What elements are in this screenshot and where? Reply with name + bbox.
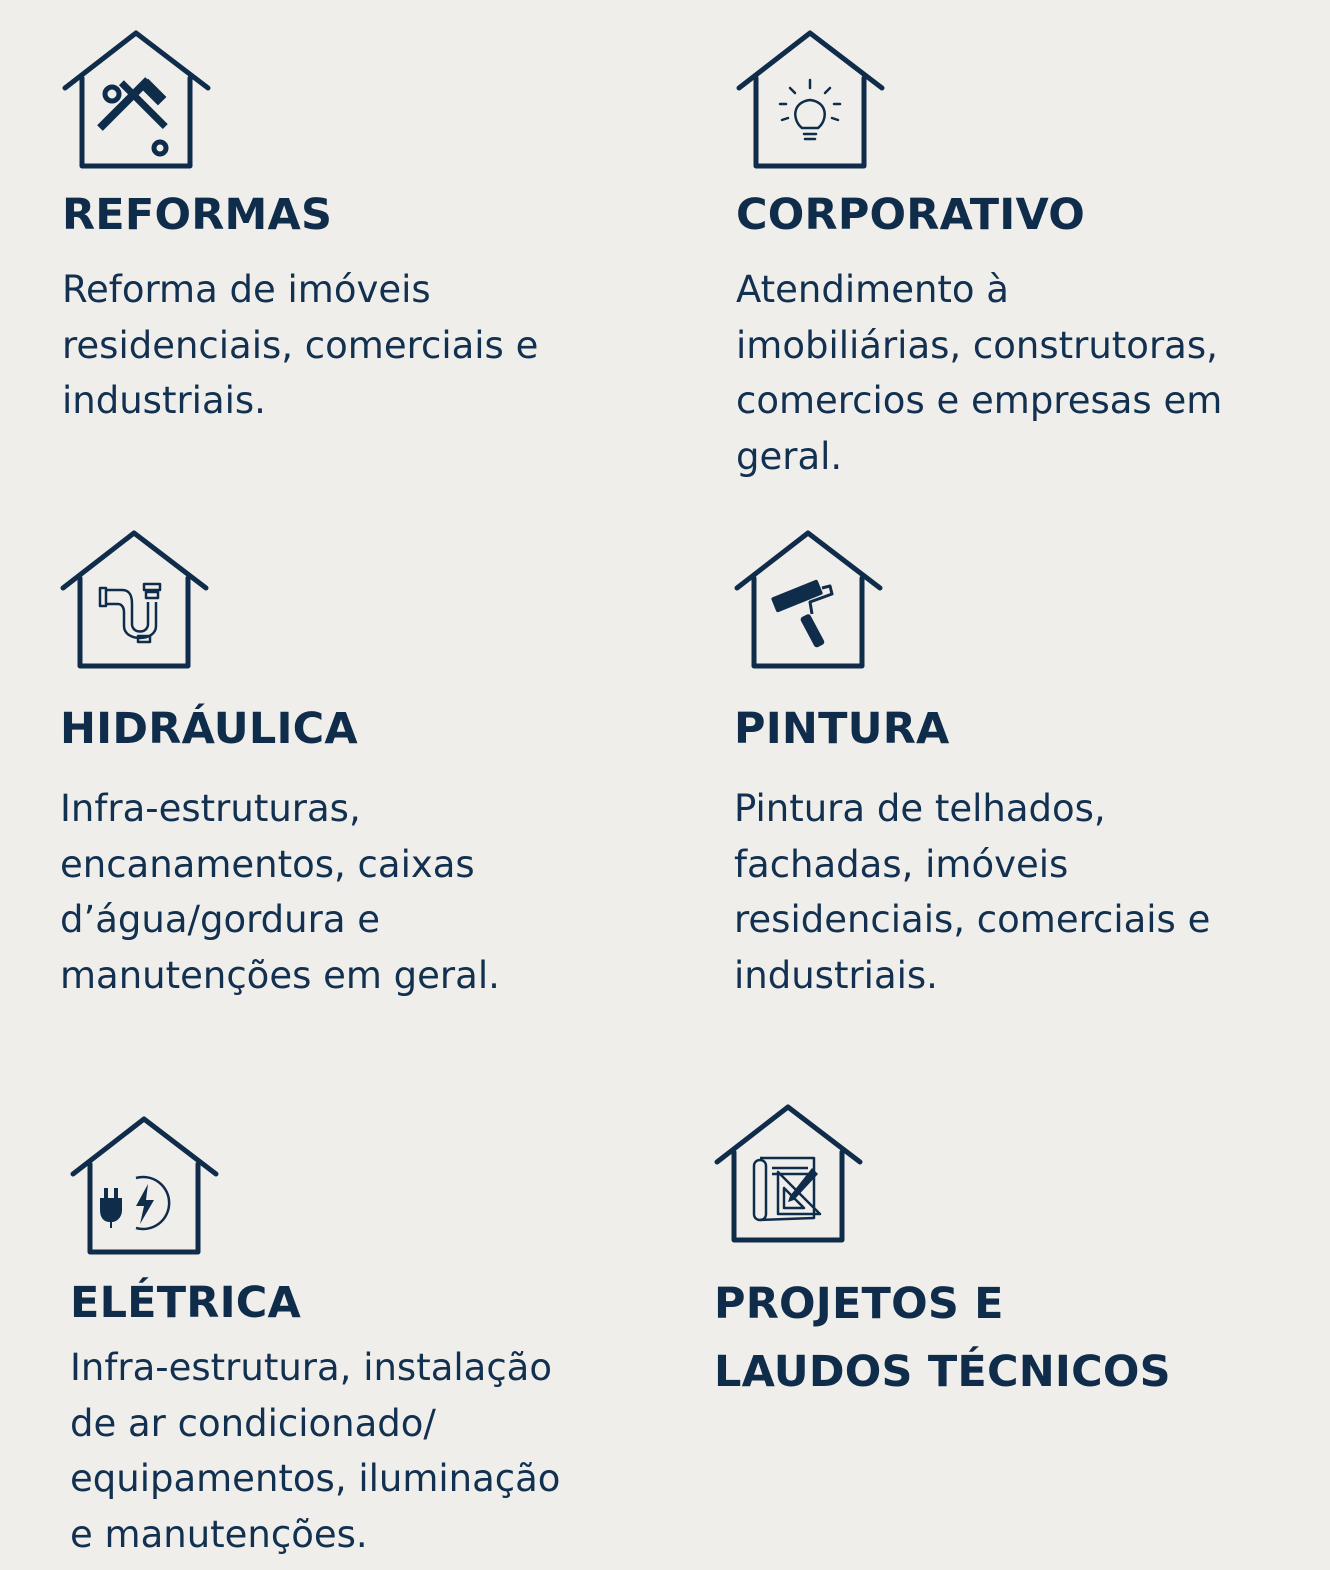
service-description	[60, 781, 500, 1003]
description-line: residenciais, comerciais e	[62, 323, 539, 367]
service-title: CORPORATIVO	[736, 190, 1085, 240]
title-line: LAUDOS TÉCNICOS	[714, 1347, 1171, 1397]
service-title: ELÉTRICA	[70, 1278, 302, 1328]
description-line: imobiliárias, construtoras,	[736, 323, 1218, 367]
service-description	[734, 781, 1210, 1003]
blueprint-house-icon	[714, 1104, 866, 1246]
description-line: de ar condicionado/	[70, 1401, 436, 1445]
service-title	[714, 1270, 1171, 1406]
service-description	[62, 262, 538, 429]
description-line: equipamentos, iluminação	[70, 1457, 561, 1500]
description-line: industriais.	[734, 953, 938, 997]
description-line: industriais.	[62, 379, 266, 422]
description-line: encanamentos, caixas	[60, 842, 475, 886]
description-line: Infra-estruturas,	[60, 787, 361, 830]
description-line: comercios e empresas em	[736, 379, 1223, 422]
lightbulb-house-icon	[736, 30, 888, 172]
title-line: PROJETOS E	[714, 1279, 1004, 1329]
paint-roller-house-icon	[734, 530, 886, 672]
description-line: d’água/gordura e	[60, 898, 381, 941]
service-title: REFORMAS	[62, 190, 333, 240]
description-line: Infra-estrutura, instalação	[70, 1346, 552, 1389]
service-description	[736, 262, 1222, 484]
description-line: e manutenções.	[70, 1512, 368, 1556]
service-description	[70, 1340, 560, 1562]
description-line: Pintura de telhados,	[734, 787, 1106, 830]
description-line: geral.	[736, 434, 843, 478]
pipe-house-icon	[60, 530, 212, 672]
description-line: Reforma de imóveis	[62, 268, 431, 311]
description-line: Atendimento à	[736, 268, 1009, 311]
description-line: residenciais, comerciais e	[734, 898, 1211, 941]
service-title: HIDRÁULICA	[60, 704, 358, 754]
description-line: fachadas, imóveis	[734, 842, 1069, 886]
description-line: manutenções em geral.	[60, 953, 500, 997]
tools-house-icon	[62, 30, 214, 172]
electric-plug-house-icon	[70, 1116, 222, 1258]
service-title: PINTURA	[734, 704, 950, 754]
